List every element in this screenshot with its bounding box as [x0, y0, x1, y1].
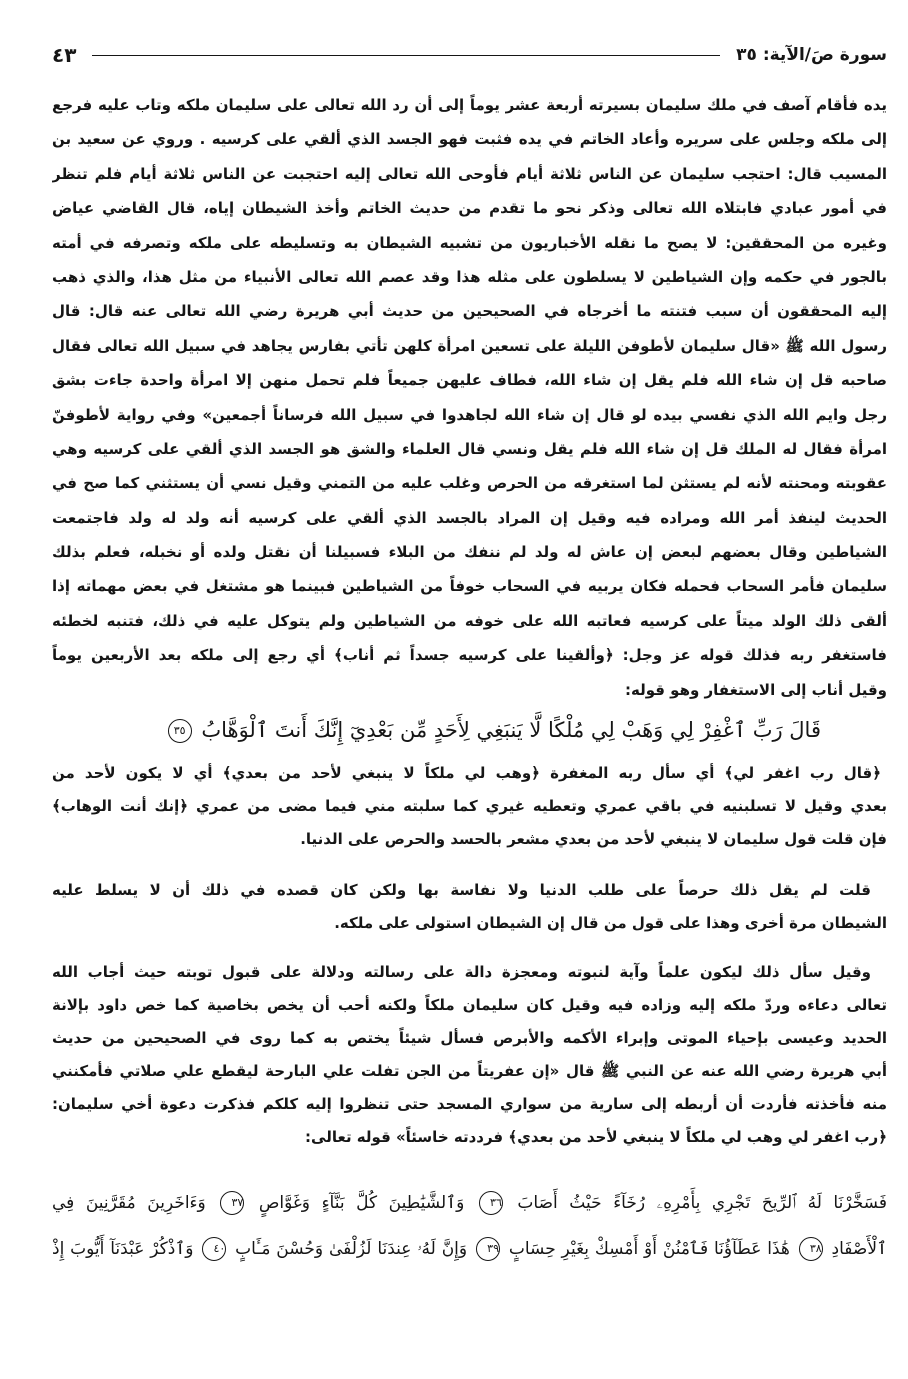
text-line: الشيطان مرة أخرى وهذا على قول من قال إن الشيطان استولى على ملكه.	[334, 914, 887, 932]
verse-text: فَسَخَّرْنَا لَهُ ٱلرِّيحَ تَجْرِي بِأَمْرِهِۦ رُخَآءً حَيْثُ أَصَابَ	[517, 1193, 887, 1213]
verse-text: وَءَاخَرِينَ مُقَرَّنِينَ فِي	[52, 1193, 206, 1213]
quran-verses-36-40	[52, 1180, 887, 1272]
paragraph-3	[52, 874, 887, 940]
verse-number-badge: ٤٠	[202, 1237, 226, 1261]
text-line: إلى ملكه وجلس على سريره وأعاد الخاتم في يده فثبت فهو الجسد الذي ألقي على كرسيه . وروي عن سعيد بن	[52, 130, 887, 149]
verse-number-badge: ٣٩	[476, 1237, 500, 1261]
text-line: ﴿رب اغفر لي وهب لي ملكاً لا ينبغي لأحد من بعدي﴾ فرددته خاسئاً» قوله تعالى:	[305, 1128, 887, 1146]
text-line: فاستغفر ربه فذلك قوله عز وجل: ﴿وألقينا على كرسيه جسداً ثم أناب﴾ أي رجع إلى ملكه بعد الأربعين يوماً	[52, 646, 887, 665]
paragraph-2	[52, 757, 887, 856]
text-line: ﴿قال رب اغفر لي﴾ أي سأل ربه المغفرة ﴿وهب لي ملكاً لا ينبغي لأحد من بعدي﴾ أي لا يكون لأحد من	[52, 764, 881, 782]
surah-verse-label: سورة صَ/الآية: ٣٥	[736, 45, 887, 65]
text-line: قلت لم يقل ذلك حرصاً على طلب الدنيا ولا نفاسة بها ولكن كان قصده في ذلك أن لا يسلط عليه	[52, 881, 871, 899]
verse-line	[52, 1180, 887, 1226]
text-line: بالجور في حكمه وإن الشياطين لا يسلطون على مثله هذا وقد عصم الله تعالى الأنبياء من مثل هذا، والذي ذهب	[52, 267, 887, 286]
text-line: وقيل سأل ذلك ليكون علماً وآية لنبوته ومعجزة دالة على رسالته ودلالة على قبول توبته حيث أجاب الله	[52, 963, 871, 981]
text-line: المسيب قال: احتجب سليمان عن الناس ثلاثة أيام فأوحى الله تعالى إليه احتجبت عن الناس ثلاثة أيام فلم تنظر	[52, 164, 887, 183]
page-number: ٤٣	[52, 43, 77, 67]
text-line: في أمور عبادي فابتلاه الله تعالى وذكر نحو ما تقدم من حديث الخاتم وأخذ الشيطان إياه، قال القاضي عياض	[52, 199, 887, 218]
verse-number-badge: ٣٦	[479, 1191, 503, 1215]
text-line: الشياطين وقال بعضهم لبعض إن عاش له ولد لم ننفك من البلاء فسبيلنا أن نقتل ولده أو نخبله، فعلم بذلك	[52, 543, 887, 562]
verse-text: وَٱلشَّيَٰطِينَ كُلَّ بَنَّآءٍ وَغَوَّاصٍ	[258, 1193, 465, 1213]
text-line: الحديد وعيسى بإحياء الموتى وإبراء الأكمه والأبرص فسأل شيئاً يختص به كما روى في الصحيحين من حديث	[52, 1029, 887, 1047]
paragraph-1	[52, 88, 887, 707]
verse-number-badge: ٣٨	[799, 1237, 823, 1261]
header-rule	[92, 55, 720, 56]
text-line: عقوبته ومحنته لأنه لم يستثن لما استغرقه من الحرص وغلب عليه من التمني وقيل نسي أن يستثني كما صح في	[52, 474, 887, 493]
text-line: وقيل أناب إلى الاستغفار وهو قوله:	[625, 680, 887, 699]
text-line: وغيره من المحققين: لا يصح ما نقله الأخباريون من تشبيه الشيطان به وتسليطه على ملكه وتصرفه في أمته	[52, 233, 887, 252]
text-line: منه فأخذته فأردت أن أربطه إلى سارية من سواري المسجد حتى تنظروا إليه كلكم فذكرت دعوة أخي سليمان:	[52, 1095, 887, 1113]
verse-number-badge: ٣٥	[168, 719, 192, 743]
verse-text: ٱلْأَصْفَادِ	[831, 1239, 887, 1259]
verse-text: هَٰذَا عَطَآؤُنَا فَٱمْنُنْ أَوْ أَمْسِكْ بِغَيْرِ حِسَابٍ	[508, 1239, 790, 1259]
text-line: الحديث لينفذ أمر الله ومراده فيه وقيل إن المراد بالجسد الذي ألقي على كرسيه أنه ولد له ولد فاجتمعت	[52, 508, 887, 527]
quran-verse-35	[52, 706, 887, 754]
verse-text: قَالَ رَبِّ ٱغْفِرْ لِي وَهَبْ لِي مُلْكًا لَّا يَنبَغِي لِأَحَدٍ مِّن بَعْدِيٓ إِنَّكَ أَنتَ ٱلْوَهَّابُ	[201, 718, 821, 742]
text-line: سليمان فأمر السحاب فحمله فكان يربيه في السحاب خوفاً من الشياطين فبينما هو مشتغل في بعض مهماته إذا	[52, 577, 887, 596]
text-line: فإن قلت قول سليمان لا ينبغي لأحد من بعدي مشعر بالحسد والحرص على الدنيا.	[300, 830, 887, 848]
verse-text: وَإِنَّ لَهُۥ عِندَنَا لَزُلْفَىٰ وَحُسْنَ مَـَٔابٍ	[235, 1239, 468, 1259]
text-line: امرأة فقال له الملك قل إن شاء الله فلم يقل ونسي قال العلماء والشق هو الجسد الذي ألقي على كرسيه وهي	[52, 439, 887, 458]
verse-text: وَٱذْكُرْ عَبْدَنَآ أَيُّوبَ إِذْ	[52, 1239, 194, 1259]
text-line: أبي هريرة رضي الله عنه عن النبي ﷺ قال «إن عفريتاً من الجن تفلت علي البارحة ليقطع علي صلاتي فأمكنني	[52, 1062, 887, 1080]
paragraph-4	[52, 956, 887, 1154]
text-line: يده فأقام آصف في ملك سليمان بسيرته أربعة عشر يوماً إلى أن رد الله تعالى على سليمان ملكه وتاب عليه فرجع	[52, 96, 887, 114]
text-line: ألقى ذلك الولد ميتاً على كرسيه فعاتبه الله على خوفه من الشياطين ولم يتوكل عليه في ذلك، فتنبه لخطئه	[52, 611, 887, 630]
running-header	[52, 38, 887, 72]
verse-number-badge: ٣٧	[220, 1191, 244, 1215]
text-line: رسول الله ﷺ «قال سليمان لأطوفن الليلة على تسعين امرأة كلهن تأتي بفارس يجاهد في سبيل الله تعالى فقال	[52, 336, 887, 355]
text-line: رجل وايم الله الذي نفسي بيده لو قال إن شاء الله لجاهدوا في سبيل الله فرساناً أجمعين» وفي رواية لأطوفنّ	[52, 405, 887, 424]
verse-line	[52, 1226, 887, 1272]
text-line: إليه المحققون أن سبب فتنته ما أخرجاه في الصحيحين من حديث أبي هريرة رضي الله تعالى عنه قال: قال	[52, 302, 887, 321]
text-line: بعدي وقيل لا تسلبنيه في باقي عمري وتعطيه غيري كما سلبته مني فيما مضى من عمري ﴿إنك أنت الوهاب﴾	[52, 797, 887, 815]
text-line: صاحبه قل إن شاء الله فلم يقل إن شاء الله، فطاف عليهن جميعاً فلم تحمل منهن إلا امرأة واحدة جاءت بشق	[52, 371, 887, 390]
text-line: تعالى دعاءه وردّ ملكه إليه وزاده فيه وقيل كان سليمان ملكاً ولكنه أحب أن يخص بخاصية كما خص داود بإلانة	[52, 996, 887, 1014]
